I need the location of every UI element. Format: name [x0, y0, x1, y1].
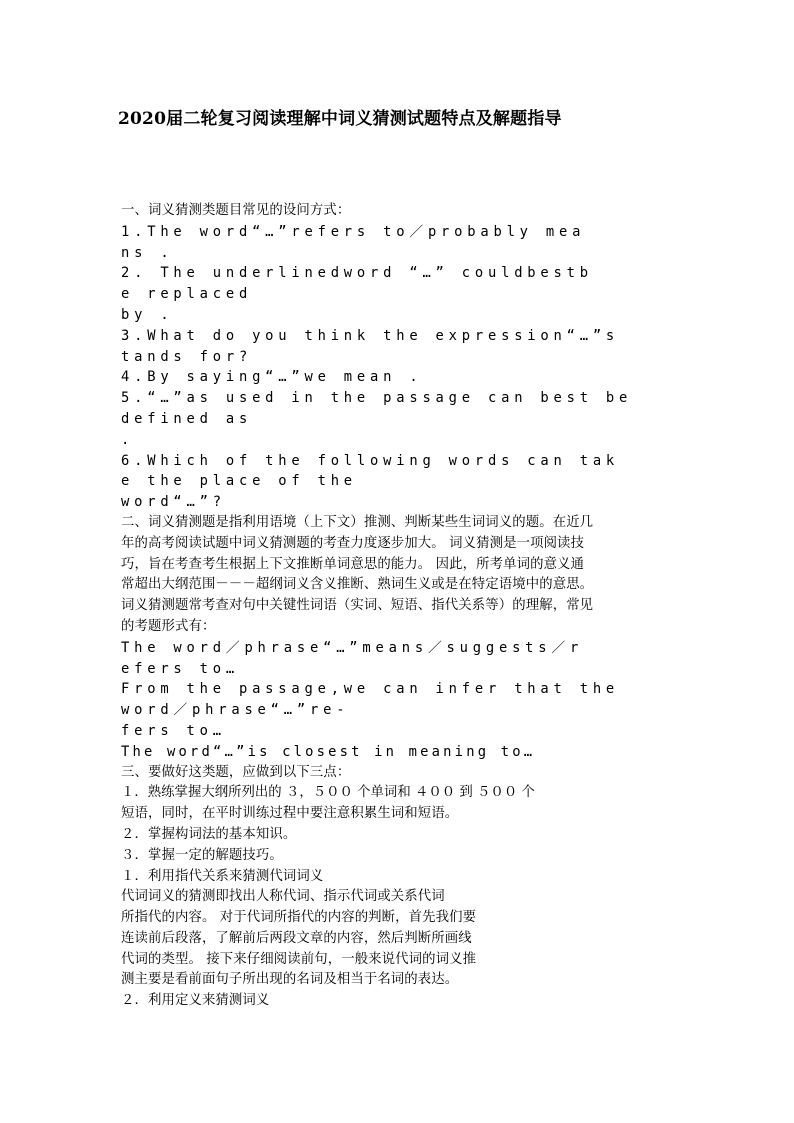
question-form-line: by . [121, 306, 174, 323]
paragraph-line: １．熟练掌握大纲所列出的 ３，５００ 个单词和 ４００ 到 ５００ 个 [121, 785, 535, 801]
section-heading-2: 二、词义猜测题是指利用语境（上下文）推测、判断某些生词词义的题。在近几 [121, 514, 594, 530]
paragraph-line: 所指代的内容。 对于代词所指代的内容的判断，首先我们要 [121, 910, 477, 926]
question-form-line: tands for? [121, 348, 253, 365]
document-title: 2020届二轮复习阅读理解中词义猜测试题特点及解题指导 [118, 109, 562, 129]
paragraph-line: 年的高考阅读试题中词义猜测题的考查力度逐步加大。 词义猜测是一项阅读技 [121, 535, 585, 551]
paragraph-line: 常超出大纲范围－－－超纲词义含义推断、熟词生义或是在特定语境中的意思。 [121, 577, 594, 593]
paragraph-line: 测主要是看前面句子所出现的名词及相当于名词的表达。 [121, 972, 459, 988]
question-form-line: defined as [121, 410, 253, 427]
paragraph-line: 的考题形式有： [121, 618, 216, 634]
question-form-line: 5.“…”as used in the passage can best be [121, 390, 633, 407]
paragraph-line: 巧，旨在考查考生根据上下文推断单词意思的能力。 因此，所考单词的意义通 [121, 556, 585, 572]
paragraph-line: 代词的类型。 接下来仔细阅读前句，一般来说代词的词义推 [121, 951, 477, 967]
paragraph-line: 短语，同时，在平时训练过程中要注意积累生词和短语。 [121, 806, 459, 822]
document-body [121, 201, 683, 1012]
question-form-line: word／phrase“…”re- [121, 702, 350, 719]
question-form-line: e replaced [121, 286, 253, 303]
question-form-line: 4.By saying“…”we mean . [121, 369, 423, 386]
question-form-line: . [121, 431, 135, 448]
question-form-line: e the place of the [121, 473, 357, 490]
section-heading-1: 一、词义猜测类题目常见的设问方式： [121, 203, 351, 218]
question-form-line: 1.The word“…”refers to／probably mea [121, 223, 586, 240]
paragraph-line: ３．掌握一定的解题技巧。 [121, 847, 283, 863]
paragraph-line: 词义猜测题常考查对句中关键性词语（实词、短语、指代关系等）的理解，常见 [121, 598, 594, 614]
question-form-line: ns . [121, 244, 174, 261]
question-form-line: 3.What do you think the expression“…”s [121, 327, 620, 344]
question-form-line: efers to… [121, 660, 239, 677]
paragraph-line: 代词词义的猜测即找出人称代词、指示代词或关系代词 [121, 889, 445, 905]
question-form-line: The word／phrase“…”means／suggests／r [121, 639, 584, 656]
paragraph-line: ２．掌握构词法的基本知识。 [121, 826, 297, 842]
question-form-line: fers to… [121, 722, 226, 739]
question-form-line: The word“…”is closest in meaning to… [121, 743, 536, 760]
question-form-line: word“…”? [121, 494, 226, 511]
paragraph-line: 连读前后段落，了解前后两段文章的内容，然后判断所画线 [121, 930, 472, 946]
question-form-line: 2. The underlinedword “…” couldbestb [121, 265, 593, 282]
section-heading-3: 三、要做好这类题，应做到以下三点： [121, 764, 351, 780]
question-form-line: 6.Which of the following words can tak [121, 452, 620, 469]
question-form-line: From the passage,we can infer that the [121, 681, 620, 698]
subheading-line: ２．利用定义来猜测词义 [121, 993, 270, 1009]
subheading-line: １．利用指代关系来猜测代词词义 [121, 868, 324, 884]
